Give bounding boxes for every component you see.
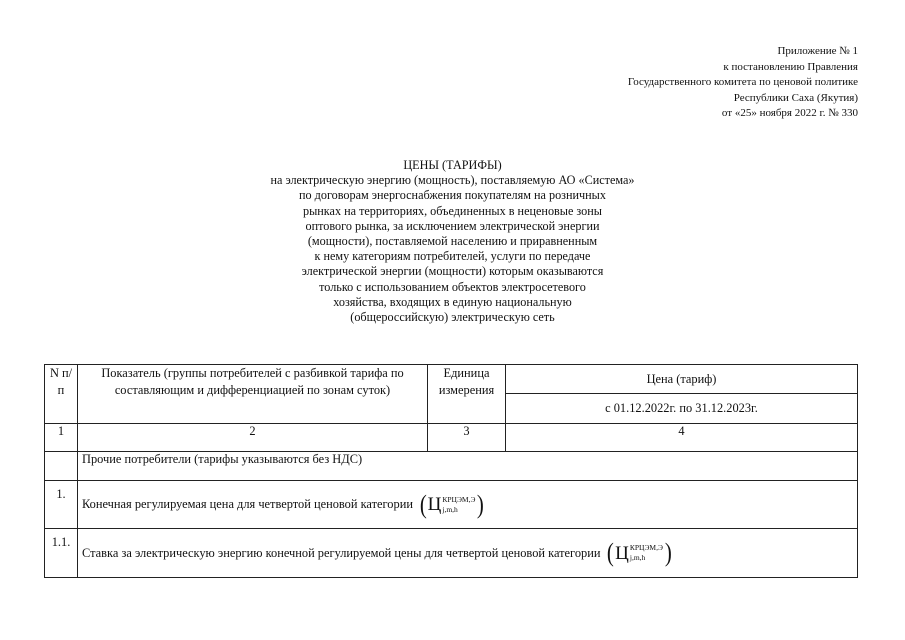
formula-subscript: j,m,h	[629, 553, 646, 562]
document-title	[0, 158, 905, 325]
title-line: по договорам энергоснабжения покупателям на розничных	[299, 188, 606, 203]
title-line: ЦЕНЫ (ТАРИФЫ)	[403, 158, 502, 172]
row-number: 1.1.	[45, 529, 78, 578]
appendix-line: Республики Саха (Якутия)	[733, 91, 858, 104]
column-number: 2	[78, 424, 428, 452]
header-unit: Единица измерения	[428, 365, 506, 424]
row-number: 1.	[45, 481, 78, 529]
table-row	[45, 481, 858, 529]
title-line: рынках на территориях, объединенных в неценовые зоны	[303, 203, 602, 218]
appendix-line: Приложение № 1	[777, 45, 858, 57]
header-indicator: Показатель (группы потребителей с разбивкой тарифа по составляющим и дифференциацией по зонам суток)	[78, 365, 428, 424]
title-line: на электрическую энергию (мощность), поставляемую АО «Система»	[270, 173, 635, 188]
indicator-line	[82, 489, 485, 519]
table-row	[45, 529, 858, 578]
indicator-line	[82, 540, 673, 566]
title-line: электрической энергии (мощности) которым оказываются	[301, 264, 604, 279]
header-price: Цена (тариф)	[506, 365, 858, 394]
formula-paren-left: (	[419, 489, 427, 519]
table-header-row	[45, 365, 858, 394]
row-indicator	[78, 529, 858, 578]
column-number: 1	[45, 424, 78, 452]
formula-scripts	[630, 543, 663, 563]
header-period: с 01.12.2022г. по 31.12.2023г.	[506, 394, 858, 424]
title-line: оптового рынка, за исключением электрической энергии	[305, 218, 600, 233]
table-row	[45, 424, 858, 452]
table-row	[45, 452, 858, 481]
appendix-line: Государственного комитета по ценовой политике	[627, 76, 858, 89]
appendix-line: к постановлению Правления	[723, 60, 858, 73]
formula-superscript: КРЦЭМ,Э	[442, 494, 476, 504]
formula-paren-left: (	[607, 538, 615, 567]
title-line: только с использованием объектов электросетевого	[319, 279, 586, 294]
column-number: 3	[428, 424, 506, 452]
formula-symbol: Ц	[427, 494, 442, 515]
formula-paren-right: )	[477, 489, 485, 519]
formula-symbol: Ц	[615, 542, 629, 564]
tariff-table	[44, 364, 858, 578]
formula-paren-right: )	[664, 538, 672, 567]
title-line: (общероссийскую) электрическую сеть	[350, 310, 555, 325]
indicator-text: Конечная регулируемая цена для четвертой ценовой категории	[82, 497, 413, 511]
row-indicator	[78, 481, 858, 529]
appendix-block	[628, 44, 858, 122]
title-line: (мощности), поставляемой населению и приравненным	[307, 234, 598, 249]
empty-cell	[45, 452, 78, 481]
indicator-text: Ставка за электрическую энергию конечной регулируемой цены для четвертой ценовой категории	[82, 545, 601, 560]
title-line: хозяйства, входящих в единую национальную	[333, 294, 572, 309]
formula-superscript: КРЦЭМ,Э	[629, 543, 663, 552]
appendix-line: от «25» ноября 2022 г. № 330	[721, 107, 858, 120]
formula-subscript: j,m,h	[442, 504, 458, 514]
section-label: Прочие потребители (тарифы указываются без НДС)	[78, 452, 858, 481]
column-number: 4	[506, 424, 858, 452]
title-line: к нему категориям потребителей, услуги по передаче	[314, 249, 591, 264]
formula-scripts	[442, 495, 475, 515]
header-num: N п/п	[45, 365, 78, 424]
